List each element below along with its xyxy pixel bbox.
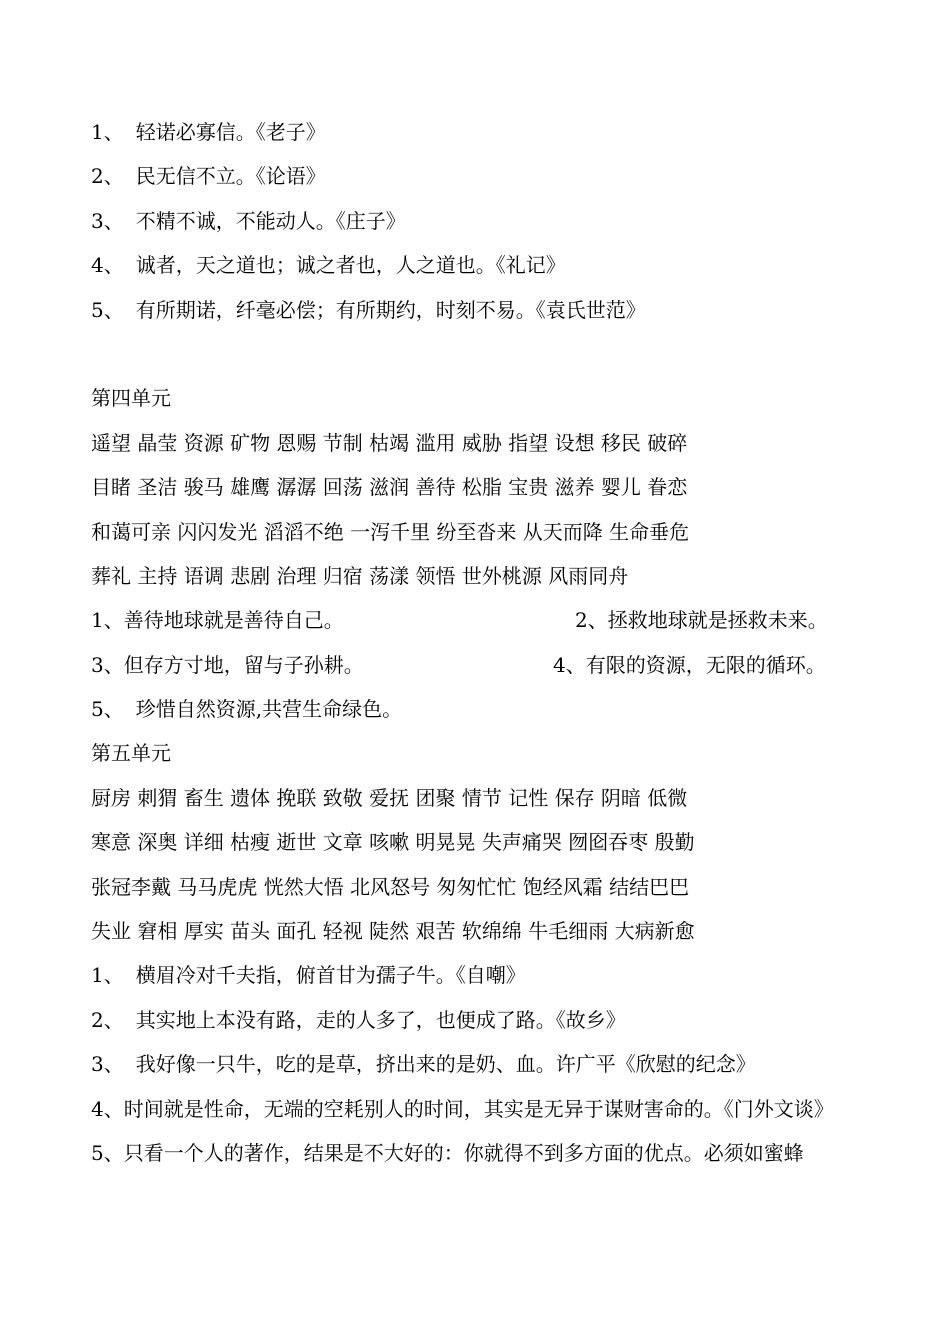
vocab-line: 失业 窘相 厚实 苗头 面孔 轻视 陡然 艰苦 软绵绵 牛毛细雨 大病新愈 [91,919,695,944]
vocab-line: 葬礼 主持 语调 悲剧 治理 归宿 荡漾 领悟 世外桃源 风雨同舟 [91,563,629,588]
quote-number: 2、 [91,1007,124,1032]
quote-number: 3、 [91,208,124,233]
vocab-line: 厨房 刺猬 畜生 遗体 挽联 致敬 爱抚 团聚 情节 记性 保存 阴暗 低微 [91,785,688,810]
quote-text: 有所期诺，纤毫必偿；有所期约，时刻不易。《袁氏世范》 [135,297,646,322]
quote-item: 5、只看一个人的著作，结果是不大好的：你就得不到多方面的优点。必须如蜜蜂 [91,1141,804,1165]
vocab-line: 遥望 晶莹 资源 矿物 恩赐 节制 枯竭 滥用 威胁 指望 设想 移民 破碎 [91,430,688,455]
quote-text: 不精不诚，不能动人。《庄子》 [135,208,406,233]
quote-number: 3、 [91,1052,124,1077]
unit-heading: 第四单元 [91,386,171,411]
slogan-item: 2、拯救地球就是拯救未来。 [575,608,828,633]
quote-text: 轻诺必寡信。《老子》 [135,120,326,144]
unit-heading: 第五单元 [91,741,171,766]
vocab-line: 目睹 圣洁 骏马 雄鹰 潺潺 回荡 滋润 善待 松脂 宝贵 滋养 婴儿 眷恋 [91,475,688,500]
quote-number: 2、 [91,164,124,189]
quote-text: 民无信不立。《论语》 [135,164,326,189]
quote-item [91,953,871,997]
quote-number: 4、 [91,253,124,278]
document-page [91,110,871,1175]
vocab-line: 和蔼可亲 闪闪发光 滔滔不绝 一泻千里 纷至沓来 从天而降 生命垂危 [91,519,690,544]
slogan-number: 5、 [91,697,124,722]
quote-item [91,199,871,243]
quote-number: 1、 [91,963,124,988]
quote-text: 横眉冷对千夫指，俯首甘为孺子牛。《自嘲》 [135,963,526,988]
quote-item: 4、时间就是性命，无端的空耗别人的时间，其实是无异于谋财害命的。《门外文谈》 [91,1096,834,1121]
quote-item [91,154,871,198]
quote-item [91,1042,871,1086]
quote-item [91,288,871,332]
slogan-item [91,687,871,731]
quote-number: 1、 [91,120,124,144]
slogan-item: 4、有限的资源，无限的循环。 [553,652,826,677]
quote-text: 诚者，天之道也；诚之者也，人之道也。《礼记》 [135,253,566,278]
vocab-line: 张冠李戴 马马虎虎 恍然大悟 北风怒号 匆匆忙忙 饱经风霜 结结巴巴 [91,874,690,899]
vocab-line: 寒意 深奥 详细 枯瘦 逝世 文章 咳嗽 明晃晃 失声痛哭 囫囵吞枣 殷勤 [91,830,695,855]
slogan-item: 1、善待地球就是善待自己。 [91,608,344,633]
quote-text: 其实地上本没有路，走的人多了，也便成了路。《故乡》 [135,1007,626,1032]
quote-number: 5、 [91,297,124,322]
slogan-item: 3、但存方寸地，留与子孙耕。 [91,652,364,677]
slogan-row [91,643,871,687]
slogan-row [91,598,871,642]
blank-line [91,332,871,376]
slogan-text: 珍惜自然资源,共营生命绿色。 [135,697,403,722]
quote-item [91,243,871,287]
quote-text: 我好像一只牛，吃的是草，挤出来的是奶、血。许广平《欣慰的纪念》 [135,1052,756,1077]
quote-item [91,110,871,154]
quote-item [91,998,871,1042]
